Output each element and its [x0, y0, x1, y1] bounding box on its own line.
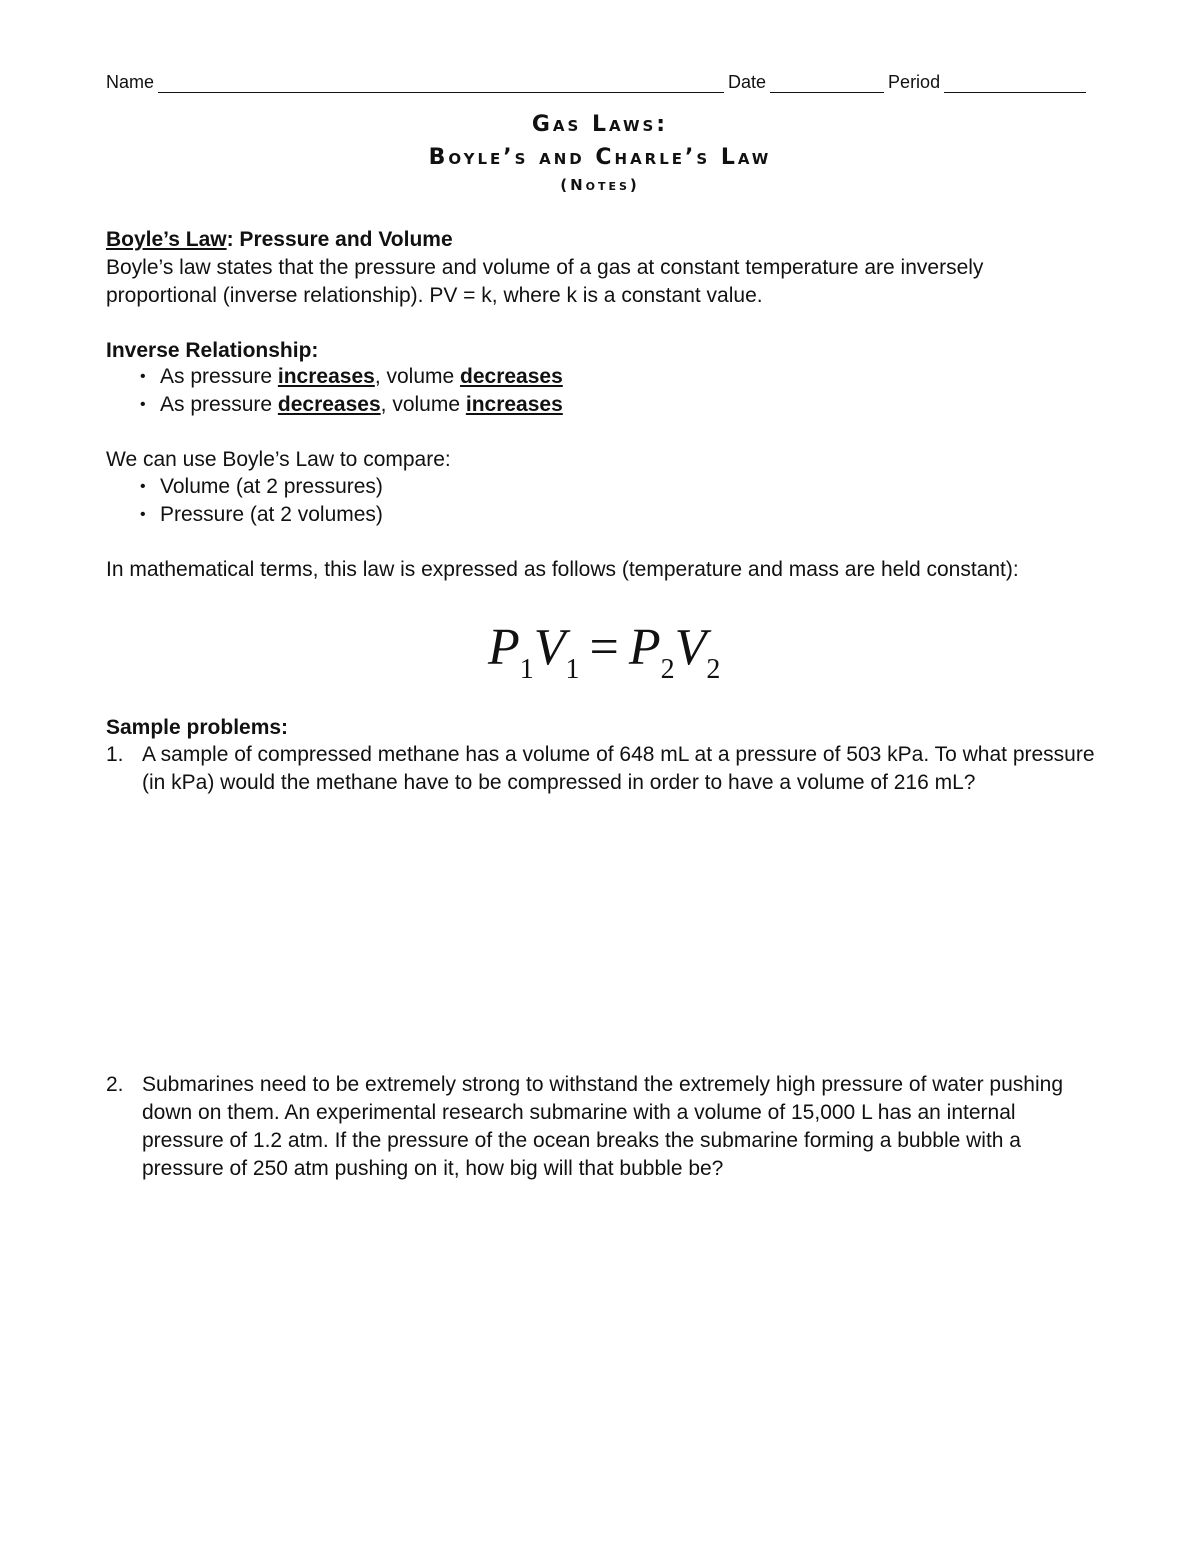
math-intro: In mathematical terms, this law is expressed as follows (temperature and mass are held constant): — [106, 558, 1019, 581]
inverse-relationship-heading: Inverse Relationship: — [106, 339, 319, 362]
date-blank[interactable] — [770, 74, 884, 93]
formula-v2: V — [674, 619, 707, 676]
sample-problem-1 — [106, 741, 1096, 797]
formula-sub: 1 — [519, 654, 534, 685]
period-blank[interactable] — [944, 74, 1086, 93]
bullet-text: As pressure — [160, 393, 278, 416]
boyles-law-heading-main: Boyle’s Law — [106, 228, 227, 251]
formula-sub: 2 — [706, 654, 721, 685]
title-line-3: (Notes) — [560, 176, 640, 194]
formula-sub: 2 — [660, 654, 675, 685]
sample-problem-2 — [106, 1071, 1096, 1183]
inverse-relationship-list — [140, 363, 1040, 419]
formula-sub: 1 — [565, 654, 580, 685]
formula-v1: V — [533, 619, 566, 676]
bullet-text: , volume — [374, 365, 461, 388]
compare-list — [140, 473, 1040, 529]
bullet-keyword: increases — [465, 393, 563, 416]
name-label: Name — [106, 72, 155, 92]
problem-text: Submarines need to be extremely strong to withstand the extremely high pressure of water pushing down on them. An experimental research submarine with a volume of 15,000 L has an internal pressure of 1.2 atm. If the pressure of the ocean breaks the submarine forming a bubble with a pressure of 250 atm pushing on it, how big will that bubble be? — [142, 1073, 1063, 1180]
list-item — [140, 363, 1040, 391]
date-label: Date — [728, 72, 767, 92]
student-info-line — [106, 72, 1090, 93]
period-label: Period — [888, 72, 941, 92]
sample-problems-heading: Sample problems: — [106, 716, 289, 739]
title-line-2: Boyle’s and Charle’s Law — [428, 145, 772, 170]
problem-number: 2. — [106, 1073, 124, 1096]
formula-p1: P — [488, 619, 520, 676]
formula-p2: P — [628, 619, 661, 676]
boyles-law-heading — [106, 226, 1096, 254]
formula-equals: = — [589, 619, 619, 676]
bullet-keyword: decreases — [460, 365, 563, 388]
problem-text: A sample of compressed methane has a volume of 648 mL at a pressure of 503 kPa. To what pressure (in kPa) would the methane have to be compressed in order to have a volume of 216 mL? — [142, 743, 1095, 794]
boyles-law-intro: Boyle’s law states that the pressure and volume of a gas at constant temperature are inversely proportional (inverse relationship). PV = k, where k is a constant value. — [106, 256, 984, 307]
bullet-text: As pressure — [160, 365, 278, 388]
compare-intro: We can use Boyle’s Law to compare: — [106, 448, 451, 471]
boyles-law-heading-rest: : Pressure and Volume — [226, 228, 453, 251]
bullet-text: , volume — [380, 393, 466, 416]
boyles-formula — [488, 618, 721, 685]
bullet-keyword: decreases — [277, 393, 381, 416]
title-line-1: Gas Laws: — [531, 112, 669, 137]
list-item — [140, 391, 1040, 419]
problem-number: 1. — [106, 743, 124, 766]
name-blank[interactable] — [158, 74, 724, 93]
bullet-keyword: increases — [277, 365, 375, 388]
list-item: • Pressure (at 2 volumes) — [140, 501, 1040, 529]
list-item: • Volume (at 2 pressures) — [140, 473, 1040, 501]
